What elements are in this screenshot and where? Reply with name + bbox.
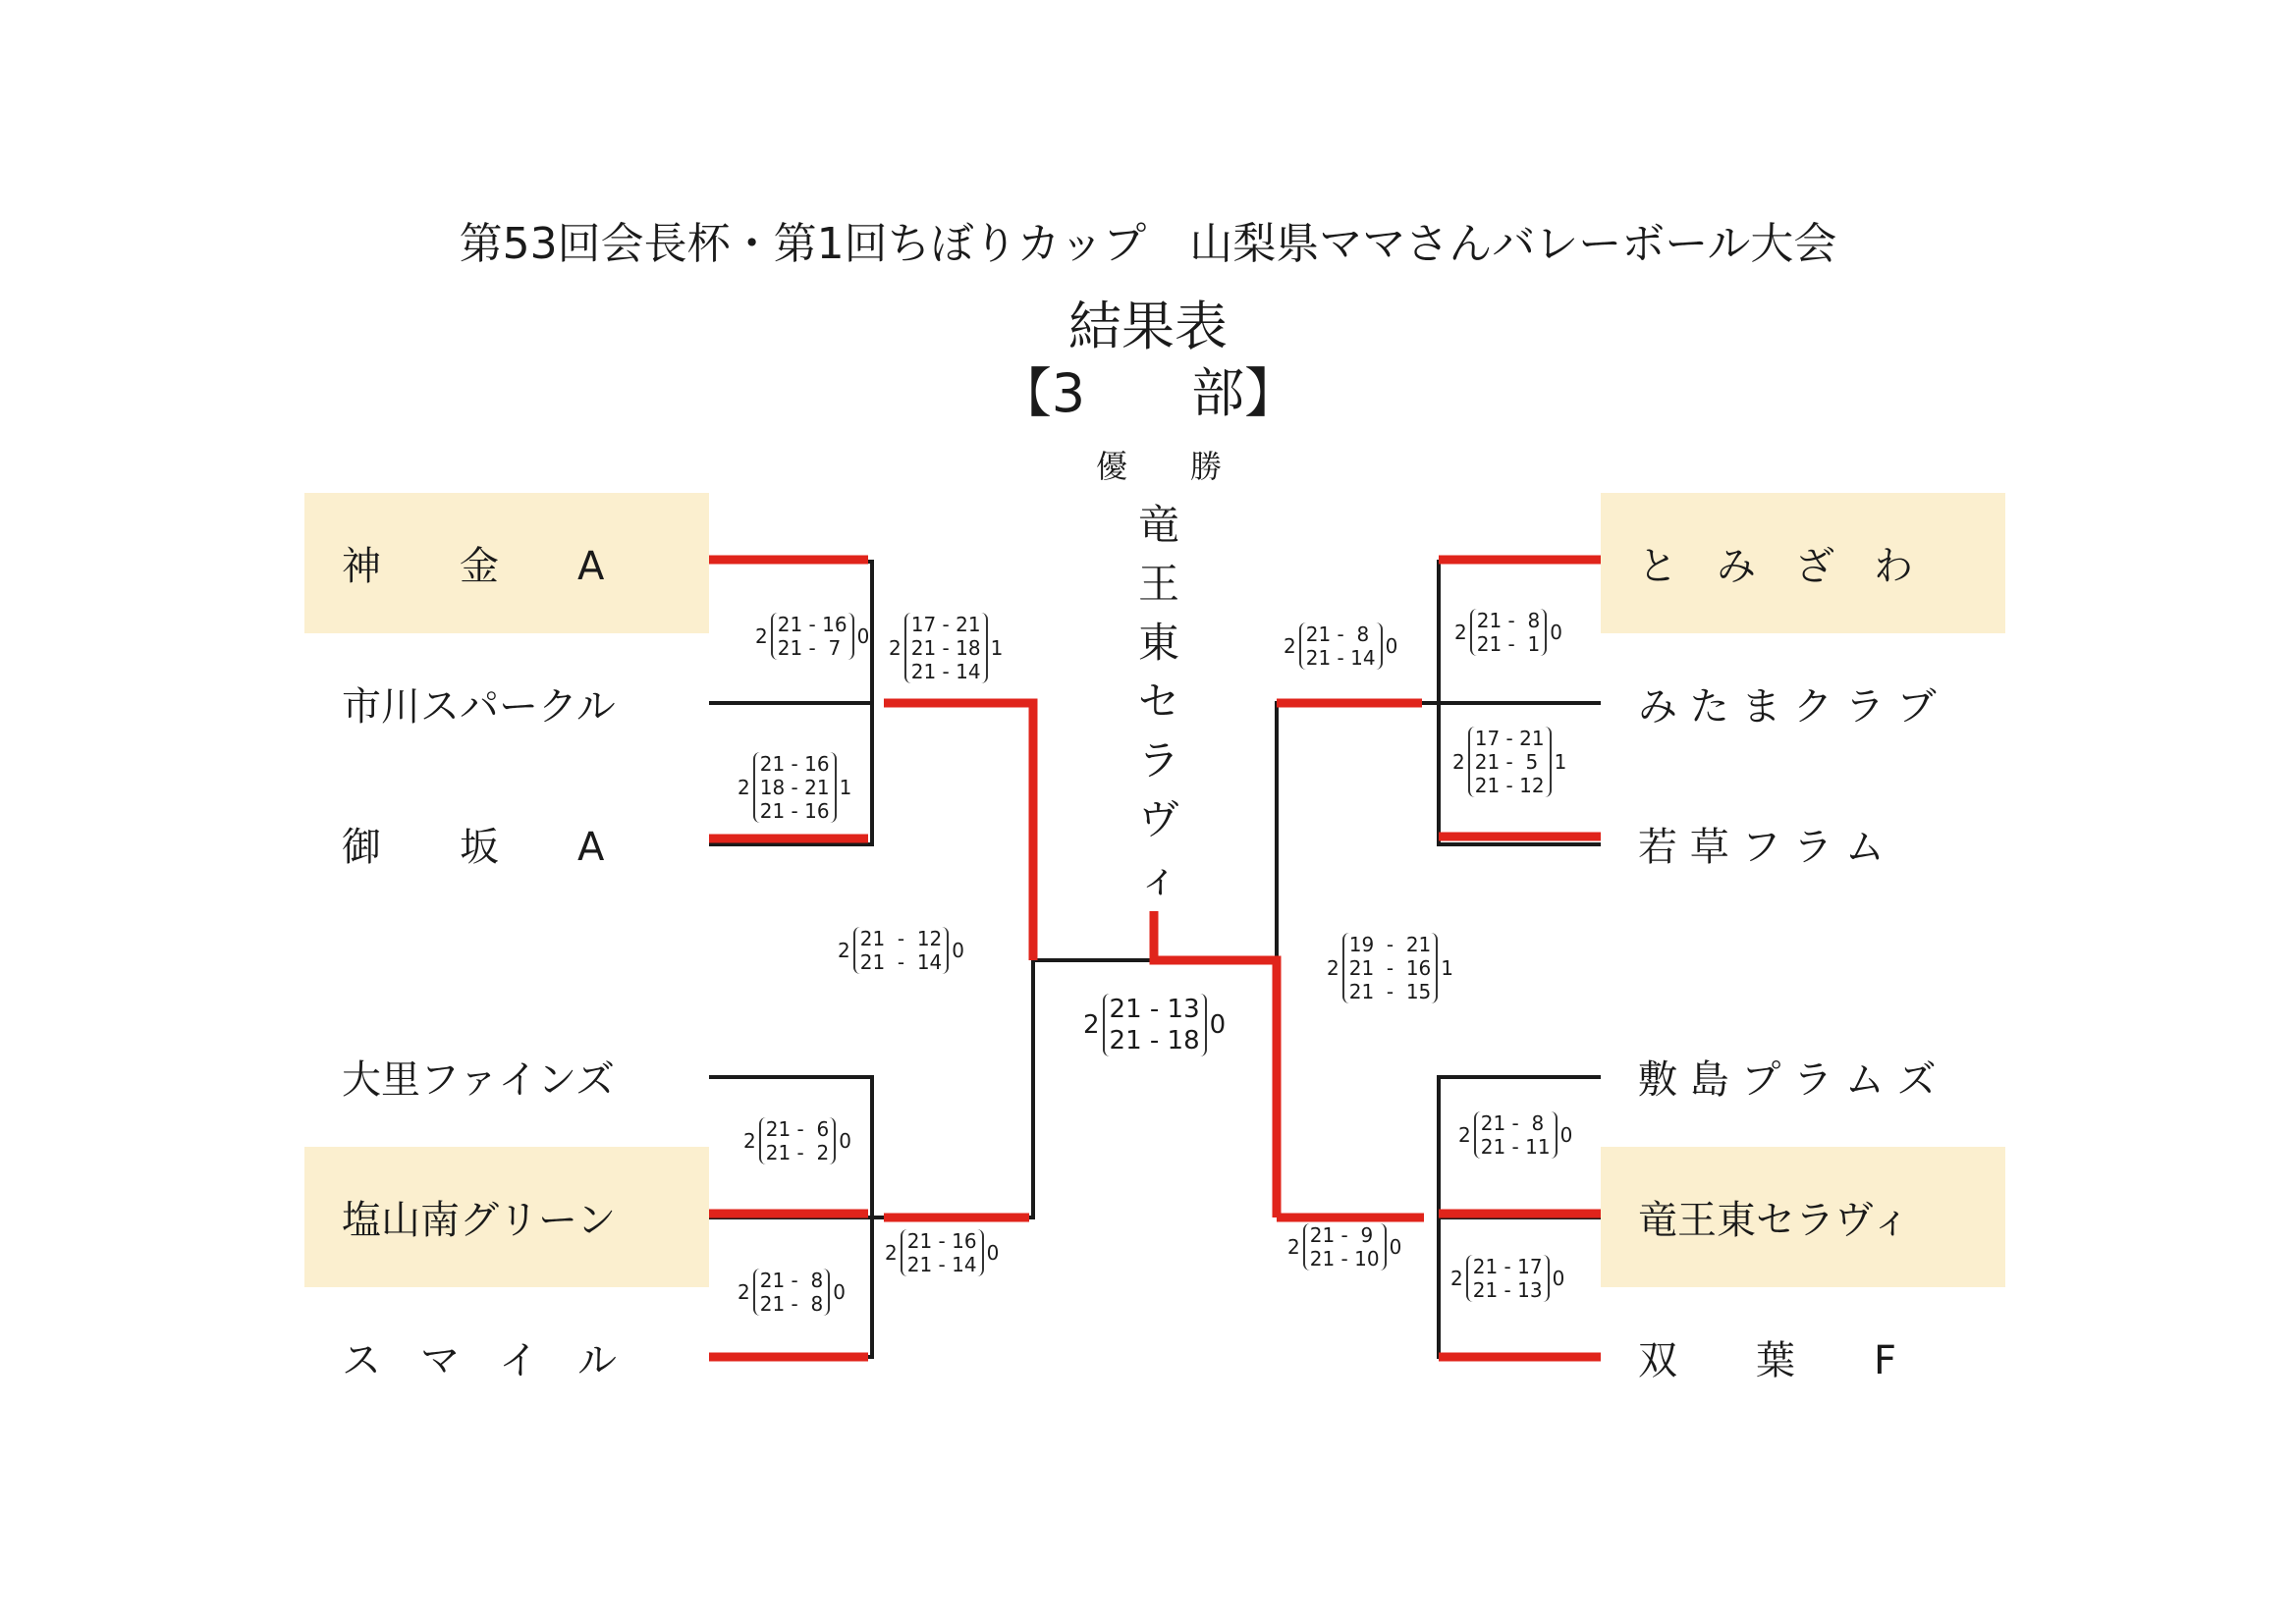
sets-won-b: 0: [1385, 634, 1398, 658]
sets-won-a: 2: [885, 1241, 898, 1265]
sets-won-b: 0: [833, 1280, 846, 1304]
score-box: [735, 1269, 848, 1316]
sets-won-b: 0: [1550, 621, 1562, 644]
sets-won-b: 0: [1389, 1235, 1402, 1259]
results-subtitle: 結果表: [1068, 296, 1228, 357]
team-name: 敷 島 プ ラ ム ズ: [1638, 1057, 1937, 1103]
set-score: 18 - 21: [759, 776, 830, 799]
set-score: 21 - 8: [1305, 622, 1370, 646]
team-name: 竜王東セラヴィ: [1638, 1198, 1911, 1243]
tournament-title: 第53回会長杯・第1回ちぼりカップ 山梨県ママさんバレーボール大会: [459, 219, 1837, 269]
set-score: 21 - 12: [1474, 774, 1545, 797]
team-name: ス マ イ ル: [342, 1338, 617, 1383]
sets-won-b: 1: [1554, 750, 1567, 774]
set-score: 21 - 1: [1476, 632, 1541, 656]
team-name: と み ざ わ: [1638, 544, 1913, 589]
set-score: 21 - 12: [859, 927, 943, 950]
set-score: 21 - 16: [759, 752, 830, 776]
set-score: 21 - 8: [1480, 1111, 1545, 1135]
team-left-1: [304, 493, 709, 633]
set-score: 21 - 16: [1348, 956, 1432, 980]
set-scores: [901, 1229, 984, 1276]
sets-won-a: 2: [743, 1129, 756, 1153]
set-score: 21 - 10: [1309, 1247, 1380, 1271]
score-box: [1324, 933, 1456, 1003]
set-score: 21 - 11: [1480, 1135, 1551, 1159]
bracket-line: [872, 960, 1033, 1217]
set-scores: [1468, 727, 1552, 797]
team-left-6: [304, 1287, 709, 1428]
set-score: 21 - 9: [1309, 1223, 1374, 1247]
sets-won-b: 0: [856, 624, 870, 648]
win-line: [1154, 911, 1277, 1217]
team-name: 神 金 A: [342, 544, 605, 589]
sets-won-b: 1: [990, 636, 1004, 660]
team-name: み た ま ク ラ ブ: [1638, 684, 1937, 730]
set-score: 21 - 5: [1474, 750, 1539, 774]
team-left-2: [304, 633, 709, 774]
set-score: 21 - 16: [759, 799, 830, 823]
sets-won-a: 2: [838, 939, 850, 962]
sets-won-a: 2: [1458, 1123, 1471, 1147]
set-scores: [753, 752, 837, 823]
set-score: 21 - 2: [765, 1141, 830, 1164]
set-score: 21 - 14: [859, 950, 943, 974]
set-scores: [1303, 1223, 1387, 1271]
set-scores: [853, 927, 950, 974]
bracket-line: [1277, 703, 1439, 960]
team-right-5: [1601, 1147, 2005, 1287]
set-scores: [904, 613, 988, 683]
champion-char: ラ: [1137, 736, 1179, 784]
sets-won-a: 2: [1287, 1235, 1300, 1259]
champion-char: セ: [1137, 677, 1179, 726]
sets-won-b: 0: [986, 1241, 1000, 1265]
team-name: 若 草 フ ラ ム: [1638, 825, 1885, 870]
score-box: [835, 927, 967, 974]
sets-won-a: 2: [1327, 956, 1339, 980]
set-score: 21 - 8: [759, 1292, 824, 1316]
set-scores: [1474, 1111, 1558, 1159]
team-name: 双 葉 F: [1638, 1338, 1897, 1383]
sets-won-a: 2: [738, 1280, 750, 1304]
set-scores: [771, 613, 854, 660]
set-scores: [1470, 609, 1547, 656]
sets-won-b: 0: [1552, 1267, 1565, 1290]
set-score: 21 - 13: [1109, 995, 1200, 1024]
team-left-4: [304, 1006, 709, 1147]
champion-char: 東: [1137, 619, 1179, 667]
set-score: 21 - 15: [1348, 980, 1432, 1003]
score-box: [752, 613, 872, 660]
champion-char: 竜: [1137, 501, 1179, 549]
set-score: 21 - 18: [910, 636, 981, 660]
score-box: [1448, 1255, 1567, 1302]
score-box-final: [1080, 994, 1229, 1056]
sets-won-a: 2: [1083, 1010, 1100, 1040]
set-score: 21 - 7: [777, 636, 842, 660]
set-score: 21 - 16: [906, 1229, 977, 1253]
sets-won-b: 0: [952, 939, 965, 962]
set-score: 21 - 13: [1472, 1278, 1543, 1302]
sets-won-b: 0: [1209, 1010, 1227, 1040]
team-right-2: [1601, 633, 2005, 774]
champion-char: 王: [1137, 560, 1179, 608]
set-scores: [1103, 994, 1207, 1056]
team-name: 市川スパークル: [342, 684, 616, 730]
set-score: 21 - 16: [777, 613, 847, 636]
set-score: 21 - 18: [1109, 1026, 1200, 1055]
team-right-6: [1601, 1287, 2005, 1428]
win-line: [884, 703, 1033, 960]
set-score: 19 - 21: [1348, 933, 1432, 956]
champion-char: ヴ: [1137, 795, 1179, 843]
sets-won-a: 2: [1454, 621, 1467, 644]
team-name: 大里ファインズ: [342, 1057, 615, 1103]
team-right-4: [1601, 1006, 2005, 1147]
team-left-5: [304, 1147, 709, 1287]
sets-won-a: 2: [889, 636, 902, 660]
sets-won-b: 0: [839, 1129, 851, 1153]
score-box: [1455, 1111, 1575, 1159]
set-scores: [1342, 933, 1439, 1003]
set-scores: [1466, 1255, 1550, 1302]
team-left-3: [304, 774, 709, 914]
set-score: 21 - 8: [1476, 609, 1541, 632]
set-score: 21 - 14: [906, 1253, 977, 1276]
set-score: 17 - 21: [910, 613, 981, 636]
score-box: [886, 613, 1006, 683]
set-score: 21 - 17: [1472, 1255, 1543, 1278]
set-score: 21 - 6: [765, 1117, 830, 1141]
set-scores: [1299, 622, 1383, 670]
score-box: [882, 1229, 1002, 1276]
score-box: [740, 1117, 854, 1164]
champion-char: ィ: [1137, 854, 1179, 902]
set-score: 21 - 14: [910, 660, 981, 683]
score-box: [1285, 1223, 1404, 1271]
score-box: [735, 752, 854, 823]
sets-won-a: 2: [755, 624, 768, 648]
score-box: [1451, 609, 1565, 656]
set-score: 21 - 8: [759, 1269, 824, 1292]
sets-won-b: 1: [839, 776, 852, 799]
team-name: 塩山南グリーン: [342, 1198, 617, 1243]
set-scores: [753, 1269, 830, 1316]
champion-label: 優 勝: [1095, 448, 1222, 485]
team-name: 御 坂 A: [342, 825, 605, 870]
division-label: 【3 部】: [998, 362, 1298, 424]
score-box: [1281, 622, 1400, 670]
set-score: 21 - 14: [1305, 646, 1376, 670]
set-score: 17 - 21: [1474, 727, 1545, 750]
team-right-1: [1601, 493, 2005, 633]
sets-won-a: 2: [1450, 1267, 1463, 1290]
sets-won-b: 1: [1441, 956, 1454, 980]
sets-won-a: 2: [738, 776, 750, 799]
sets-won-a: 2: [1284, 634, 1296, 658]
score-box: [1449, 727, 1569, 797]
set-scores: [759, 1117, 836, 1164]
sets-won-a: 2: [1452, 750, 1465, 774]
team-right-3: [1601, 774, 2005, 914]
sets-won-b: 0: [1559, 1123, 1573, 1147]
